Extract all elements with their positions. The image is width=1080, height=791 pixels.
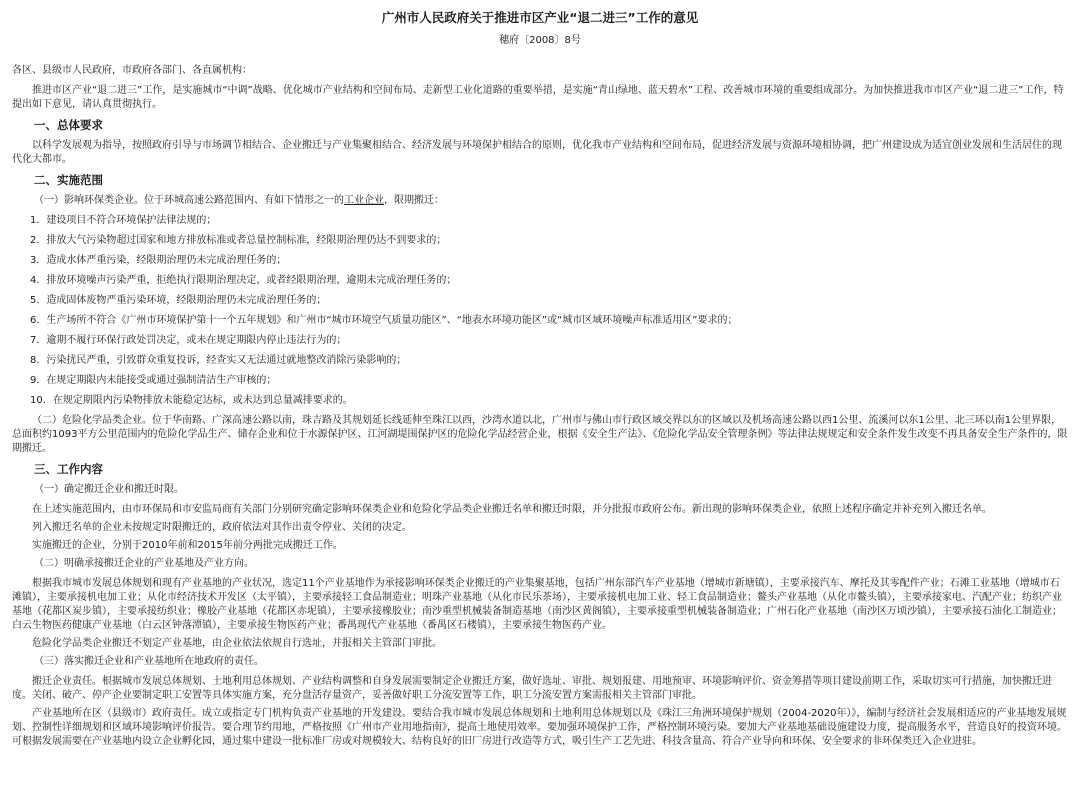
underlined-term: 工业企业 xyxy=(344,195,384,206)
scope-subheading-environmental xyxy=(34,194,1068,208)
paragraph: 搬迁企业责任。根据城市发展总体规划、土地利用总体规划、产业结构调整和自身发展需要制定企业搬迁方案，做好选址、审批、规划报建、用地预审、环境影响评价、资金筹措等项目建设前期工作，采取切实可行措施，加快搬迁进度。关闭、破产、停产企业要制定职工安置等具体实施方案，充分盘活存量资产，妥善做好职工分流安置等工作，职工分流安置方案需报相关主管部门审批。 xyxy=(12,676,1052,701)
paragraph: 根据我市城市发展总体规划和现有产业基地的产业状况，选定11个产业基地作为承接影响环保类企业搬迁的产业集聚基地，包括广州东部汽车产业基地（增城市新塘镇），主要承接汽车、摩托及其零配件产业；石滩工业基地（增城市石滩镇），主要承接机电加工业；从化市经济技术开发区（太平镇），主要承接轻工食品制造业；明珠产业基地（从化市民乐茶场），主要承接机电加工业、轻工食品制造业；鳌头产业基地（从化市鳌头镇），主要承接家电、汽配产业；纺织产业基地（花都区炭步镇），主要承接纺织业；橡胶产业基地（花都区赤坭镇），主要承接橡胶业；南沙重型机械装备制造基地（南沙区黄阁镇），主要承接重型机械装备制造业；广州石化产业基地（南沙区万顷沙镇），主要承接石油化工制造业；白云生物医药健康产业基地（白云区钟落潭镇），主要承接生物医药产业；番禺现代产业基地（番禺区石楼镇），主要承接生物医药产业。 xyxy=(12,578,1062,631)
list-item: 9．在规定期限内未能接受或通过强制清洁生产审核的； xyxy=(30,375,277,386)
scope-subheading-text: 位于环城高速公路范围内、有如下情形之一的 xyxy=(144,195,344,206)
paragraph: 实施搬迁的企业，分别于2010年前和2015年前分两批完成搬迁工作。 xyxy=(32,540,343,551)
paragraph: 列入搬迁名单的企业未按规定时限搬迁的，政府依法对其作出责令停业、关闭的决定。 xyxy=(32,522,412,533)
paragraph: 危险化学品类企业搬迁不划定产业基地，由企业依法依规自行选址，并报相关主管部门审批。 xyxy=(32,638,442,649)
scope-subheading-end: ，限期搬迁： xyxy=(384,195,444,206)
paragraph: 产业基地所在区（县级市）政府责任。成立或指定专门机构负责产业基地的开发建设。要结合我市城市发展总体规划和土地利用总体规划以及《珠江三角洲环境保护规划（2004-2020年）》，编制与经济社会发展相适应的产业基地发展规划、控制性详细规划和区域环境影响评价报告。要合理节约用地，严格按照《广州市产业用地指南》，提高土地使用效率。要加强环境保护工作，严格控制环境污染。要加大产业基地基础设施建设力度，提高服务水平，营造良好的投资环境。可根据发展需要在产业基地内设立企业孵化园，通过集中建设一批标准厂房或对规模较大、结构良好的旧厂房进行改造等方式，吸引生产工艺先进、科技含量高、符合产业导向和环保、安全要求的非环保类迁入企业进驻。 xyxy=(12,708,1067,747)
hazardous-chemicals-paragraph: （二）危险化学品类企业。位于华南路、广深高速公路以南，珠吉路及其规划延长线延伸至珠江以西，沙湾水道以北，广州市与佛山市行政区域交界以东的区域以及机场高速公路以西1公里、流溪河以东1公里、北三环以南1公里界限，总面积约1093平方公里范围内的危险化学品生产、储存企业和位于水源保护区、江河湖堤围保护区的危险化学品经营企业，根据《安全生产法》、《危险化学品安全管理条例》等法律法规规定和安全条件发生改变不再具备安全生产条件的，限期搬迁。 xyxy=(12,415,1068,454)
subheading-responsibilities: （三）落实搬迁企业和产业基地所在地政府的责任。 xyxy=(34,656,264,667)
document-number: 穗府〔2008〕8号 xyxy=(499,35,581,46)
list-item: 10．在规定期限内污染物排放未能稳定达标，或未达到总量减排要求的。 xyxy=(30,395,353,406)
subheading-relocation-list: （一）确定搬迁企业和搬迁时限。 xyxy=(34,484,184,495)
subheading-industrial-bases: （二）明确承接搬迁企业的产业基地及产业方向。 xyxy=(34,558,254,569)
scope-subheading-prefix: （一）影响环保类企业。 xyxy=(34,195,144,206)
section-heading-scope: 二、实施范围 xyxy=(34,173,103,187)
list-item: 3．造成水体严重污染，经限期治理仍未完成治理任务的； xyxy=(30,255,287,266)
salutation: 各区、县级市人民政府，市政府各部门、各直属机构： xyxy=(12,65,252,76)
general-requirements-paragraph: 以科学发展观为指导，按照政府引导与市场调节相结合、企业搬迁与产业集聚相结合、经济发展与环境保护相结合的原则，优化我市产业结构和空间布局，促进经济发展与资源环境相协调，把广州建设成为适宜创业发展和生活居住的现代化大都市。 xyxy=(12,140,1062,165)
list-item: 6．生产场所不符合《广州市环境保护第十一个五年规划》和广州市“城市环境空气质量功能区”、“地表水环境功能区”或“城市区域环境噪声标准适用区”要求的； xyxy=(30,315,738,326)
list-item: 1．建设项目不符合环境保护法律法规的； xyxy=(30,215,217,226)
document-title: 广州市人民政府关于推进市区产业“退二进三”工作的意见 xyxy=(381,10,699,25)
list-item: 7．逾期不履行环保行政处罚决定，或未在规定期限内停止违法行为的； xyxy=(30,335,347,346)
list-item: 2．排放大气污染物超过国家和地方排放标准或者总量控制标准，经限期治理仍达不到要求的； xyxy=(30,235,447,246)
list-item: 5．造成固体废物严重污染环境，经限期治理仍未完成治理任务的； xyxy=(30,295,327,306)
section-heading-general-requirements: 一、总体要求 xyxy=(34,118,103,132)
intro-paragraph: 推进市区产业“退二进三”工作，是实施城市“中调”战略、优化城市产业结构和空间布局、走新型工业化道路的重要举措，是实施“青山绿地、蓝天碧水”工程、改善城市环境的重要组成部分。为加快推进我市市区产业“退二进三”工作，特提出如下意见，请认真贯彻执行。 xyxy=(12,85,1064,110)
list-item: 4．排放环境噪声污染严重，拒绝执行限期治理决定，或者经限期治理，逾期未完成治理任务的； xyxy=(30,275,457,286)
section-heading-work-content: 三、工作内容 xyxy=(34,462,103,476)
list-item: 8．污染扰民严重，引致群众重复投诉，经查实又无法通过就地整改消除污染影响的； xyxy=(30,355,407,366)
paragraph: 在上述实施范围内，由市环保局和市安监局商有关部门分别研究确定影响环保类企业和危险化学品类企业搬迁名单和搬迁时限，并分批报市政府公布。新出现的影响环保类企业，依照上述程序确定并补充列入搬迁名单。 xyxy=(32,504,992,515)
